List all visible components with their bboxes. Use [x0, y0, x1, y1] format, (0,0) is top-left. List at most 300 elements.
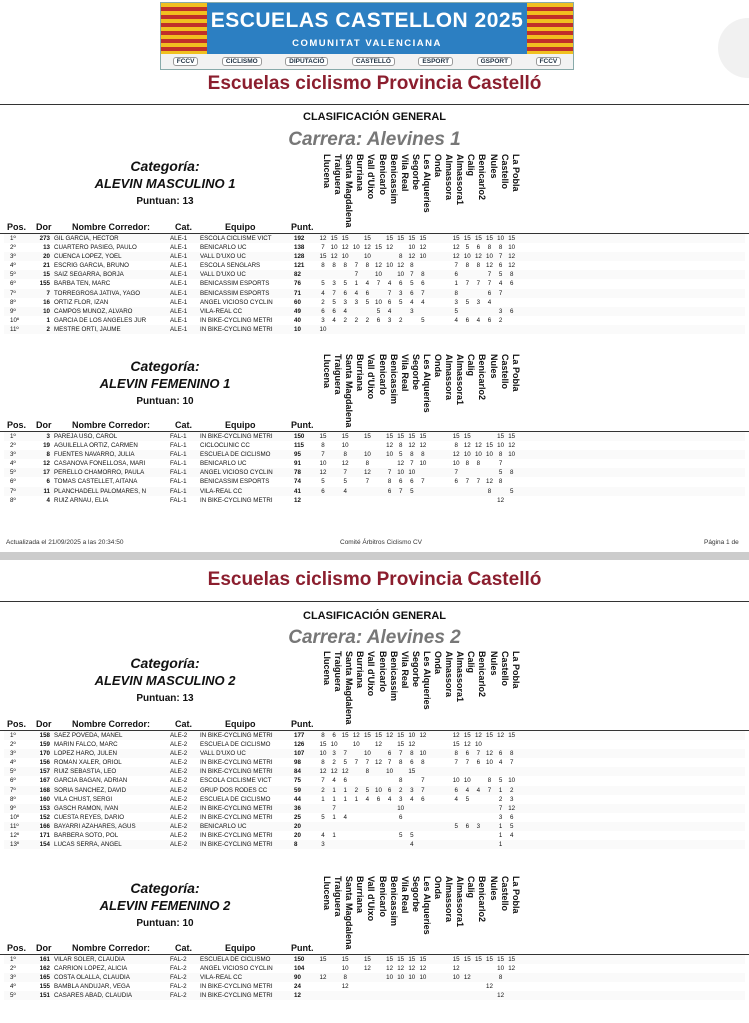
stage-points: 8 — [421, 271, 425, 279]
stage-points: 12 — [452, 244, 460, 252]
stage-points: 15 — [408, 433, 416, 440]
column-header-cat: Cat. — [175, 943, 193, 953]
total-points: 82 — [294, 271, 301, 279]
stage-points: 5 — [321, 813, 325, 821]
stage-name: Traiguera — [333, 354, 344, 395]
position: 10º — [10, 316, 20, 324]
position: 13º — [10, 841, 20, 849]
team-name: BENICASSIM ESPORTS — [200, 289, 270, 297]
stage-header — [433, 354, 444, 422]
total-points: 150 — [294, 433, 305, 440]
stage-points: 6 — [476, 759, 481, 767]
column-header-pos: Pos. — [7, 222, 27, 232]
category-code: FAL-2 — [170, 983, 187, 991]
category-label: Categoría: — [130, 880, 200, 896]
stage-points: 12 — [508, 965, 516, 973]
stage-header — [422, 876, 433, 944]
stage-name: Traiguera — [333, 154, 344, 195]
stage-points: 7 — [321, 451, 325, 459]
footer-committee: Comité Árbitros Ciclismo CV — [340, 539, 422, 546]
position: 2º — [10, 965, 16, 973]
bib-number: 2 — [46, 325, 50, 333]
bib-number: 155 — [39, 983, 50, 991]
scoring-count: Puntuan: 13 — [136, 196, 194, 207]
position: 2º — [10, 244, 16, 252]
stage-points: 4 — [343, 307, 347, 315]
stage-points: 10 — [330, 244, 338, 252]
stage-points: 7 — [410, 460, 414, 468]
stage-points: 8 — [410, 262, 414, 270]
category-code: ALE-1 — [170, 298, 188, 306]
stage-points: 8 — [421, 759, 425, 767]
category-code: FAL-1 — [170, 442, 187, 450]
stage-points: 8 — [476, 262, 481, 270]
stage-points: 5 — [465, 298, 470, 306]
stage-points: 12 — [497, 496, 505, 504]
stage-points: 4 — [321, 832, 325, 840]
rider-name: BAMBLA ANDUJAR, VEGA — [54, 983, 130, 991]
table-row — [4, 279, 745, 288]
stage-points: 6 — [509, 813, 514, 821]
stage-points: 10 — [319, 460, 327, 468]
stage-points: 6 — [487, 289, 492, 297]
stage-points: 10 — [419, 253, 427, 261]
table-row — [4, 955, 745, 964]
stage-points: 6 — [376, 795, 381, 803]
scoring-count: Puntuan: 10 — [136, 396, 194, 407]
stage-points: 12 — [419, 244, 427, 252]
stage-points: 15 — [452, 433, 460, 440]
stage-points: 7 — [465, 759, 470, 767]
stage-points: 2 — [321, 298, 325, 306]
stage-points: 15 — [408, 768, 416, 776]
stage-name: Nules — [488, 651, 499, 676]
stage-points: 6 — [509, 280, 514, 288]
bib-number: 151 — [39, 992, 50, 1000]
stage-points: 3 — [498, 307, 503, 315]
stage-name: La Pobla — [510, 154, 521, 192]
position: 5º — [10, 469, 16, 477]
category-code: ALE-2 — [170, 759, 188, 767]
stage-points: 4 — [343, 487, 347, 495]
stage-header — [466, 154, 477, 222]
stage-points: 12 — [386, 244, 394, 252]
total-points: 60 — [294, 298, 301, 306]
position: 3º — [10, 974, 16, 982]
stage-points: 15 — [375, 244, 382, 252]
stage-points: 12 — [508, 262, 516, 270]
stage-points: 10 — [452, 974, 460, 982]
position: 8º — [10, 795, 16, 803]
stage-points: 3 — [410, 307, 414, 315]
scoring-count: Puntuan: 13 — [136, 693, 194, 704]
stage-points: 10 — [352, 741, 360, 749]
stage-points: 1 — [332, 786, 336, 794]
scoring-count: Puntuan: 10 — [136, 918, 194, 929]
stage-points: 10 — [497, 965, 505, 973]
stage-points: 6 — [332, 732, 336, 739]
stage-points: 12 — [486, 750, 493, 758]
stage-points: 12 — [330, 768, 338, 776]
stage-points: 3 — [398, 289, 403, 297]
stage-points: 12 — [363, 965, 371, 973]
stage-header — [433, 154, 444, 222]
bib-number: 168 — [39, 786, 50, 794]
stage-points: 5 — [509, 822, 514, 830]
total-points: 71 — [294, 289, 301, 297]
stage-name: Segorbe — [410, 154, 421, 191]
stage-points: 15 — [508, 956, 516, 963]
column-header-pos: Pos. — [7, 719, 27, 729]
total-points: 150 — [294, 956, 305, 963]
stage-points: 10 — [474, 451, 482, 459]
stage-points: 15 — [341, 235, 349, 242]
stage-points: 10 — [463, 777, 471, 785]
stage-name: Almassora1 — [455, 354, 466, 406]
stage-points: 2 — [509, 786, 514, 794]
stage-points: 8 — [410, 451, 414, 459]
stage-points: 4 — [476, 316, 481, 324]
stage-points: 10 — [486, 451, 493, 459]
stage-points: 7 — [454, 262, 458, 270]
stage-points: 12 — [319, 768, 327, 776]
stage-header — [355, 651, 366, 719]
stage-points: 8 — [321, 262, 325, 270]
category-name: ALEVIN MASCULINO 1 — [94, 176, 236, 191]
total-points: 44 — [294, 795, 301, 803]
position: 1º — [10, 732, 16, 739]
total-points: 20 — [294, 832, 301, 840]
banner-title: ESCUELAS CASTELLON 2025 — [210, 9, 524, 32]
team-name: VILA-REAL CC — [200, 307, 243, 315]
column-header-name: Nombre Corredor: — [72, 420, 151, 430]
stage-name: Nules — [488, 354, 499, 379]
position: 9º — [10, 804, 16, 812]
total-points: 128 — [294, 253, 305, 261]
table-row — [4, 316, 745, 325]
stage-points: 1 — [343, 795, 347, 803]
stage-points: 8 — [410, 750, 414, 758]
stage-name: Vall d'Uixo — [366, 651, 377, 697]
category-label: Categoría: — [130, 158, 200, 174]
stage-points: 12 — [497, 992, 505, 1000]
stage-points: 15 — [419, 433, 427, 440]
stage-points: 7 — [454, 759, 458, 767]
stage-points: 12 — [341, 768, 349, 776]
total-points: 40 — [294, 316, 301, 324]
stage-points: 4 — [498, 759, 503, 767]
stage-name: Santa Magdalena — [344, 354, 355, 428]
stage-points: 12 — [474, 732, 482, 739]
stage-header — [477, 651, 488, 719]
race-title: Carrera: Alevines 1 — [288, 129, 461, 150]
stage-name: Vall d'Uixo — [366, 354, 377, 400]
table-row — [4, 243, 745, 252]
category-code: ALE-2 — [170, 841, 188, 849]
category-name: ALEVIN MASCULINO 2 — [94, 673, 236, 688]
category-code: ALE-1 — [170, 316, 188, 324]
stage-points: 4 — [354, 289, 359, 297]
stage-points: 3 — [454, 298, 458, 306]
stage-points: 10 — [463, 451, 471, 459]
stage-points: 3 — [398, 795, 403, 803]
stage-points: 6 — [465, 750, 470, 758]
total-points: 126 — [294, 741, 305, 749]
bib-number: 165 — [39, 974, 50, 982]
stage-header — [489, 876, 500, 944]
bib-number: 157 — [39, 768, 50, 776]
stage-points: 1 — [498, 832, 503, 840]
stage-header — [489, 651, 500, 719]
stage-points: 6 — [410, 759, 414, 767]
stage-points: 7 — [343, 750, 347, 758]
team-name: ESCOLA SENGLARS — [200, 262, 261, 270]
stage-points: 2 — [498, 795, 503, 803]
stage-points: 4 — [410, 298, 414, 306]
stage-points: 12 — [419, 732, 427, 739]
stage-name: Almassora1 — [455, 651, 466, 703]
position: 5º — [10, 768, 16, 776]
stage-points: 6 — [465, 822, 470, 830]
stage-points: 7 — [332, 289, 336, 297]
stage-points: 7 — [476, 280, 481, 288]
team-name: IN BIKE-CYCLING METRI — [200, 832, 273, 840]
stage-points: 7 — [498, 460, 503, 468]
stage-points: 12 — [319, 974, 327, 982]
stage-header — [322, 876, 333, 944]
total-points: 74 — [294, 478, 301, 486]
table-row — [4, 964, 745, 973]
bib-number: 19 — [43, 442, 50, 450]
total-points: 78 — [294, 469, 301, 477]
category-code: FAL-1 — [170, 460, 187, 468]
position: 4º — [10, 460, 16, 468]
position: 1º — [10, 433, 16, 440]
stage-points: 12 — [508, 253, 516, 261]
stage-points: 8 — [387, 478, 392, 486]
stage-points: 3 — [321, 841, 325, 849]
stage-points: 3 — [321, 316, 325, 324]
stage-name: Burriana — [355, 354, 366, 392]
stage-points: 15 — [508, 235, 516, 242]
stage-header — [411, 154, 422, 222]
stage-points: 15 — [497, 433, 505, 440]
bib-number: 153 — [39, 804, 50, 812]
stage-points: 3 — [354, 298, 359, 306]
stage-header — [477, 876, 488, 944]
total-points: 75 — [294, 777, 301, 785]
stage-points: 6 — [332, 307, 336, 315]
table-row — [4, 496, 745, 505]
stage-name: Vila Real — [399, 651, 410, 689]
column-header-team: Equipo — [225, 222, 256, 232]
stage-points: 15 — [319, 741, 327, 749]
stage-points: 8 — [498, 244, 503, 252]
stage-points: 5 — [465, 244, 470, 252]
bib-number: 20 — [43, 253, 50, 261]
stage-header — [400, 876, 411, 944]
stage-points: 8 — [465, 460, 470, 468]
stage-points: 4 — [343, 813, 347, 821]
stage-points: 7 — [398, 487, 403, 495]
category-code: FAL-1 — [170, 433, 187, 440]
team-name: IN BIKE-CYCLING METRI — [200, 759, 273, 767]
stage-points: 6 — [387, 750, 392, 758]
footer-page: Página 1 de — [704, 539, 739, 546]
stage-points: 3 — [387, 316, 392, 324]
table-row — [4, 991, 745, 1000]
stage-points: 15 — [386, 235, 394, 242]
stage-points: 10 — [352, 244, 360, 252]
stage-name: Vall d'Uixo — [366, 154, 377, 200]
stage-name: Segorbe — [410, 354, 421, 391]
stage-header — [366, 876, 377, 944]
stage-points: 8 — [365, 460, 370, 468]
category-code: ALE-1 — [170, 280, 188, 288]
stage-points: 10 — [497, 442, 505, 450]
sponsor-bar — [161, 54, 573, 69]
stage-points: 10 — [397, 974, 405, 982]
stage-points: 2 — [398, 316, 403, 324]
stage-points: 10 — [363, 750, 371, 758]
stage-header — [355, 876, 366, 944]
rider-name: LUCAS SERRA, ANGEL — [54, 841, 122, 849]
position: 4º — [10, 759, 16, 767]
stage-points: 15 — [363, 235, 371, 242]
stage-name: Segorbe — [410, 876, 421, 913]
total-points: 121 — [294, 262, 305, 270]
total-points: 91 — [294, 460, 301, 468]
stage-points: 15 — [319, 433, 327, 440]
bib-number: 15 — [43, 271, 50, 279]
stage-header — [333, 354, 344, 422]
column-header-team: Equipo — [225, 420, 256, 430]
stage-name: Nules — [488, 876, 499, 901]
column-header-name: Nombre Corredor: — [72, 943, 151, 953]
column-header-pts: Punt. — [291, 420, 314, 430]
results-table — [4, 432, 745, 505]
stage-points: 8 — [365, 262, 370, 270]
stage-points: 12 — [375, 262, 382, 270]
stage-points: 7 — [487, 271, 492, 279]
stage-points: 5 — [343, 280, 347, 288]
stage-points: 15 — [463, 235, 471, 242]
table-row — [4, 289, 745, 298]
stage-header — [455, 876, 466, 944]
column-header-pos: Pos. — [7, 420, 27, 430]
stage-points: 6 — [398, 478, 403, 486]
stage-points: 7 — [465, 280, 470, 288]
stage-points: 5 — [365, 298, 370, 306]
stage-points: 6 — [343, 777, 347, 785]
divider — [0, 104, 749, 105]
team-name: IN BIKE-CYCLING METRI — [200, 768, 273, 776]
rider-name: ESCRIG GARCIA, BRUNO — [54, 262, 129, 270]
stage-points: 4 — [410, 795, 414, 803]
total-points: 104 — [294, 965, 305, 973]
stage-points: 8 — [487, 244, 492, 252]
stage-points: 4 — [410, 841, 414, 849]
stage-name: Llucena — [322, 354, 332, 389]
stage-header — [466, 354, 477, 422]
bib-number: 162 — [39, 965, 50, 973]
position: 9º — [10, 307, 16, 315]
stage-points: 7 — [421, 289, 425, 297]
table-row — [4, 487, 745, 496]
table-row — [4, 459, 745, 468]
stage-points: 4 — [487, 298, 492, 306]
position: 1º — [10, 956, 16, 963]
rider-name: LOPEZ HARO, JULEN — [54, 750, 117, 758]
stage-points: 8 — [498, 974, 503, 982]
stage-points: 12 — [341, 983, 349, 991]
category-code: ALE-1 — [170, 244, 188, 252]
rider-name: SORIA SANCHEZ, DAVID — [54, 786, 127, 794]
stage-points: 6 — [398, 280, 403, 288]
stage-points: 2 — [398, 786, 403, 794]
position: 4º — [10, 983, 16, 991]
bib-number: 10 — [43, 307, 50, 315]
stage-points: 7 — [354, 262, 359, 270]
stage-name: Traiguera — [333, 876, 344, 917]
category-label: Categoría: — [130, 655, 200, 671]
stage-name: Castello — [499, 651, 510, 687]
stage-points: 10 — [408, 974, 416, 982]
stage-points: 8 — [465, 262, 470, 270]
stage-points: 6 — [321, 307, 325, 315]
stage-points: 7 — [387, 469, 392, 477]
stage-header — [366, 354, 377, 422]
category-code: FAL-2 — [170, 956, 187, 963]
team-name: IN BIKE-CYCLING METRI — [200, 496, 273, 504]
rider-name: RUIZ ARNAU, ELIA — [54, 496, 109, 504]
results-table — [4, 955, 745, 1000]
team-name: IN BIKE-CYCLING METRI — [200, 992, 273, 1000]
stage-name: Santa Magdalena — [344, 154, 355, 228]
footer-updated: Actualizada el 21/09/2025 a las 20:34:50 — [6, 539, 124, 546]
rider-name: GARCIA DE LOS ANGELES JUR — [54, 316, 147, 324]
team-name: IN BIKE-CYCLING METRI — [200, 813, 273, 821]
stage-points: 15 — [508, 732, 516, 739]
stage-points: 8 — [321, 442, 325, 450]
stage-points: 8 — [498, 451, 503, 459]
stage-header — [500, 876, 511, 944]
team-name: BENICARLO UC — [200, 460, 247, 468]
team-name: GRUP DOS RODES CC — [200, 786, 268, 794]
stage-name: Llucena — [322, 154, 332, 189]
table-row — [4, 441, 745, 450]
rider-name: CUARTERO PASIEG, PAULO — [54, 244, 137, 252]
stage-name: Segorbe — [410, 651, 421, 688]
stage-points: 12 — [486, 478, 493, 486]
stage-points: 5 — [376, 307, 381, 315]
total-points: 36 — [294, 804, 301, 812]
stage-header — [500, 651, 511, 719]
category-code: ALE-1 — [170, 271, 188, 279]
column-header-name: Nombre Corredor: — [72, 222, 151, 232]
stage-points: 3 — [476, 298, 481, 306]
stage-points: 6 — [454, 271, 458, 279]
stage-name: La Pobla — [510, 876, 521, 914]
stage-points: 12 — [386, 965, 394, 973]
position: 3º — [10, 253, 16, 261]
category-code: ALE-2 — [170, 804, 188, 812]
position: 3º — [10, 451, 16, 459]
stage-points: 7 — [321, 244, 325, 252]
stage-header — [489, 154, 500, 222]
stage-header — [466, 876, 477, 944]
stage-points: 5 — [498, 469, 503, 477]
